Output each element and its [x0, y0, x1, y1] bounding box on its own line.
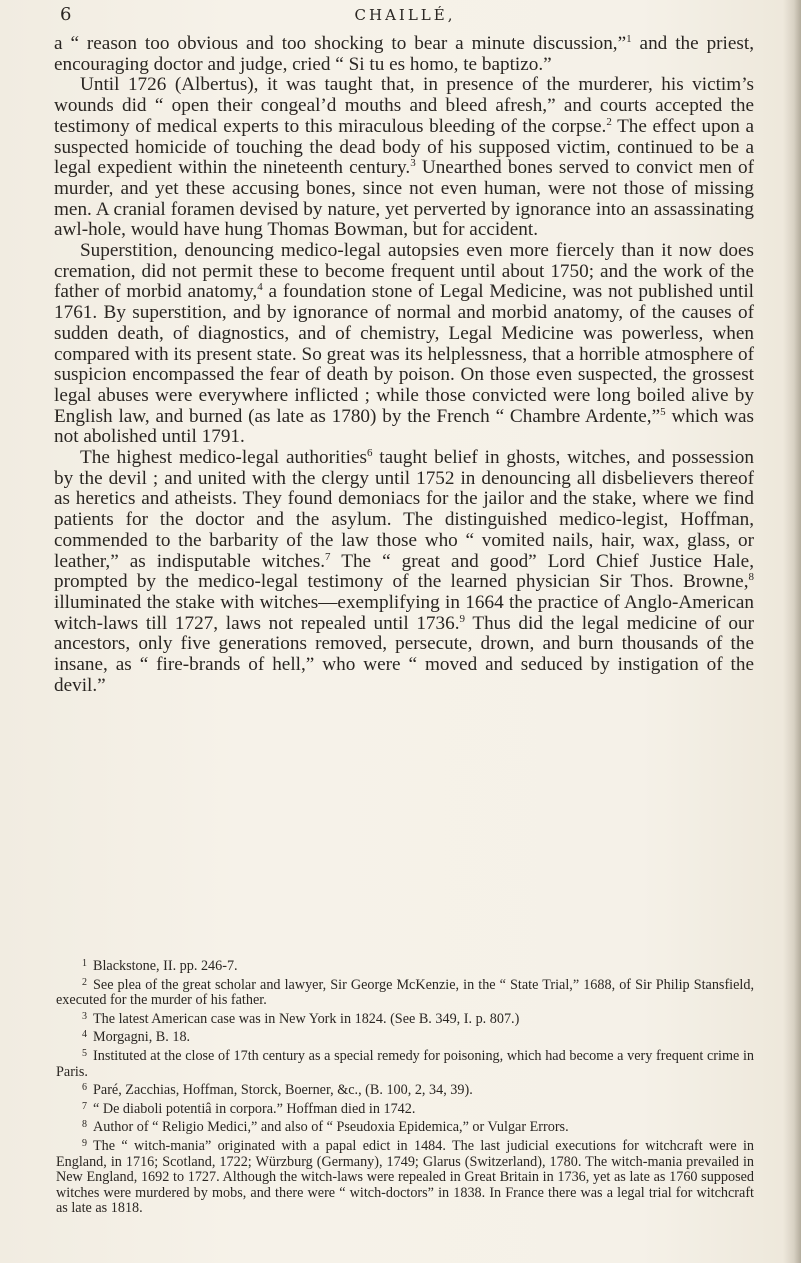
paragraph-text: Unearthed bones served to convict men of murder, and yet these accusing bones, since not even human, were not those of missing men. A cranial foramen devised by nature, yet perverted by ignorance into an assassinating awl-hole, would have hung Thomas Bowman, but for accident. — [54, 157, 755, 241]
footnote-reference: 1 — [626, 33, 632, 45]
footnote — [56, 1009, 754, 1028]
body-text — [54, 34, 754, 697]
footnote-reference: 8 — [748, 571, 754, 584]
footnote-text: Author of “ Religio Medici,” and also of “ Pseudoxia Epidemica,” or Vulgar Errors. — [93, 1119, 569, 1136]
footnote — [56, 1136, 754, 1217]
paragraph-text: The “ great and good” Lord Chief Justice Hale, prompted by the medico-legal testimony of the learned physician Sir Thos. Browne, — [54, 550, 754, 593]
footnote-text: Paré, Zacchias, Hoffman, Storck, Boerner, &c., (B. 100, 2, 34, 39). — [93, 1082, 473, 1099]
paragraph-text: which was not abolished until 1791. — [54, 405, 754, 448]
paragraph — [54, 448, 754, 696]
footnote — [56, 1117, 754, 1136]
footnote-text: See plea of the great scholar and lawyer, Sir George McKenzie, in the “ State Trial,” 1688, of Sir Philip Stansfield, executed for the murder of his father. — [56, 976, 754, 1009]
footnote-mark: 1 — [82, 958, 87, 969]
paragraph-text: Superstition, denouncing medico-legal autopsies even more fiercely than it now does cremation, did not permit these to become frequent until about 1750; and the work of the father of morbid anatomy, — [54, 240, 754, 303]
footnote-text: The “ witch-mania” originated with a papal edict in 1484. The last judicial executions for witchcraft were in England, in 1716; Scotland, 1722; Würzburg (Germany), 1749; Glarus (Switzerland), 1780. The witch-mania prevailed in New England, 1692 to 1727. Although the witch-laws were repealed in Great Britain in 1736, yet as late as 1760 supposed witches were murdered by mobs, and there were “ witch-doctors” in 1838. In France there was a legal trial for witchcraft as late as 1818. — [56, 1137, 754, 1217]
footnote-reference: 3 — [410, 157, 416, 170]
footnote-mark: 4 — [82, 1029, 87, 1041]
footnote — [56, 1027, 754, 1046]
paragraph — [54, 75, 754, 241]
footnote-mark: 6 — [82, 1082, 87, 1094]
footnote-text: Instituted at the close of 17th century as a special remedy for poisoning, which had become a very frequent crime in Paris. — [56, 1047, 754, 1080]
paragraph-text: Thus did the legal medicine of our ancestors, only five generations removed, persecute, drown, and burn thousands of the insane, as “ fire-brands of hell,” who were “ moved and seduced by instigation of the devil.” — [54, 612, 754, 696]
paragraph-text: The highest medico-legal authorities — [80, 447, 367, 469]
footnote — [56, 975, 754, 1009]
footnote-reference: 6 — [366, 447, 373, 460]
footnote-reference: 2 — [606, 115, 612, 128]
footnote-text: Morgagni, B. 18. — [93, 1029, 191, 1046]
footnote — [56, 1099, 754, 1118]
footnote — [56, 956, 754, 975]
footnote-reference: 4 — [257, 281, 263, 294]
footnote-mark: 9 — [82, 1137, 87, 1149]
footnote-text: “ De diaboli potentiâ in corpora.” Hoffman died in 1742. — [93, 1100, 416, 1117]
paragraph — [54, 34, 754, 75]
paragraph-text: a “ reason too obvious and too shocking to bear a minute discussion,” — [54, 33, 627, 54]
footnote-reference: 9 — [459, 612, 466, 625]
paragraph-text: The effect upon a suspected homicide of touching the dead body of his supposed victim, continued to be a legal expedient within the nineteenth century. — [54, 115, 754, 179]
footnote-text: The latest American case was in New York in 1824. (See B. 349, I. p. 807.) — [93, 1010, 520, 1027]
page-number: 6 — [60, 4, 73, 25]
footnotes — [56, 956, 754, 1217]
footnote-reference: 7 — [325, 550, 331, 563]
footnote-mark: 3 — [82, 1010, 87, 1022]
footnote-mark: 7 — [82, 1100, 87, 1112]
footnote — [56, 1046, 754, 1080]
paragraph — [54, 241, 754, 448]
paragraph-text: illuminated the stake with witches—exemplifying in 1664 the practice of Anglo-American witch-laws till 1727, laws not repealed until 1736. — [54, 591, 754, 634]
footnote-mark: 2 — [82, 976, 87, 988]
footnote — [56, 1080, 754, 1099]
paragraph-text: taught belief in ghosts, witches, and possession by the devil ; and united with the clergy until 1752 in denouncing all disbelievers thereof as heretics and atheists. They found demoniacs for the jailor and the stake, where we find patients for the doctor and the asylum. The distinguished medico-legist, Hoffman, commended to the barbarity of the law those who “ vomited nails, hair, wax, glass, or leather,” as indisputable witches. — [54, 447, 754, 572]
page-header — [60, 4, 750, 28]
page-edge-shadow — [783, 0, 801, 1263]
paragraph-text: a foundation stone of Legal Medicine, was not published until 1761. By superstition, and by ignorance of normal and morbid anatomy, of the causes of sudden death, of diagnostics, and of chemistry, Legal Medicine was powerless, when compared with its present state. So great was its helplessness, that a horrible atmosphere of suspicion encompassed the fear of death by poison. On those even suspected, the grossest legal abuses were everywhere inflicted ; while those convicted were long boiled alive by English law, and burned (as late as 1780) by the French “ Chambre Ardente,” — [54, 281, 754, 427]
footnote-reference: 5 — [660, 405, 666, 418]
footnote-mark: 5 — [82, 1047, 87, 1059]
footnote-mark: 8 — [82, 1119, 87, 1131]
footnote-text: Blackstone, II. pp. 246-7. — [93, 958, 238, 974]
paragraph-text: Until 1726 (Albertus), it was taught that, in presence of the murderer, his victim’s wounds did “ open their congeal’d mouths and bleed afresh,” and courts accepted the testimony of medical experts to this miraculous bleeding of the corpse. — [54, 74, 754, 137]
running-head: CHAILLÉ, — [354, 6, 456, 24]
paragraph-text: and the priest, encouraging doctor and judge, cried “ Si tu es homo, te baptizo.” — [54, 33, 754, 75]
